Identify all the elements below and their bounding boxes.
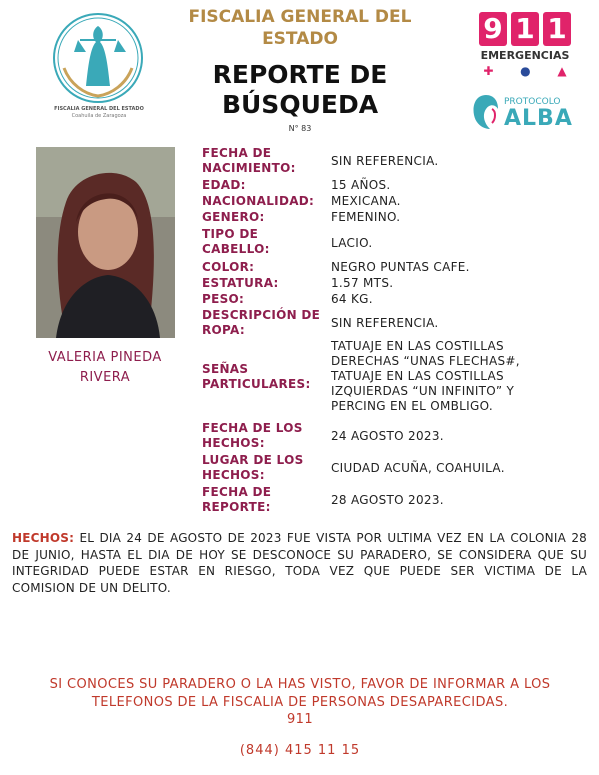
field-value-height: 1.57 MTS. bbox=[331, 276, 394, 290]
protocolo-alba-logo bbox=[470, 93, 580, 133]
field-value-event-place: CIUDAD ACUÑA, COAHUILA. bbox=[331, 461, 505, 475]
digit-9-box: 9 bbox=[479, 12, 507, 46]
field-value-birthdate: SIN REFERENCIA. bbox=[331, 154, 439, 168]
field-label-distinctive-marks: SEÑAS PARTICULARES: bbox=[202, 362, 311, 391]
fiscalia-logo bbox=[40, 8, 170, 128]
missing-person-photo bbox=[36, 147, 175, 338]
report-title-line-1: REPORTE DE bbox=[212, 60, 388, 89]
field-label-gender: GENERO: bbox=[202, 210, 265, 224]
organization-line-2: ESTADO bbox=[262, 29, 338, 49]
field-value-event-date: 24 AGOSTO 2023. bbox=[331, 429, 444, 443]
emergency-label: EMERGENCIAS bbox=[480, 49, 570, 62]
report-title-line-2: BÚSQUEDA bbox=[221, 90, 379, 119]
organization-name bbox=[170, 6, 430, 50]
medical-cross-icon: ✚ bbox=[483, 64, 494, 78]
field-label-report-date: FECHA DE REPORTE: bbox=[202, 485, 272, 514]
field-label-nationality: NACIONALIDAD: bbox=[202, 194, 315, 208]
woman-profile-icon bbox=[470, 93, 502, 131]
contact-phone: (844) 415 11 15 bbox=[239, 743, 361, 758]
field-label-color: COLOR: bbox=[202, 260, 255, 274]
field-label-weight: PESO: bbox=[202, 292, 245, 306]
digit-1b-box: 1 bbox=[543, 12, 571, 46]
field-value-weight: 64 KG. bbox=[331, 292, 373, 306]
field-value-distinctive-marks: TATUAJE EN LAS COSTILLAS DERECHAS “UNAS FLECHAS#, TATUAJE EN LAS COSTILLAS IZQUIERDAS “UN INFINITO” Y PERCING EN EL OMBLIGO. bbox=[331, 339, 520, 413]
fiscalia-logo-caption: FISCALIA GENERAL DEL ESTADO bbox=[54, 106, 144, 112]
field-value-nationality: MEXICANA. bbox=[331, 194, 401, 208]
organization-line-1: FISCALIA GENERAL DEL bbox=[188, 7, 412, 27]
field-label-event-date: FECHA DE LOS HECHOS: bbox=[202, 421, 303, 450]
field-value-report-date: 28 AGOSTO 2023. bbox=[331, 493, 444, 507]
protocol-name-label: ALBA bbox=[504, 106, 573, 131]
person-name-line-1: VALERIA PINEDA bbox=[48, 350, 162, 365]
digit-1-box: 1 bbox=[511, 12, 539, 46]
field-label-birthdate: FECHA DE NACIMIENTO: bbox=[202, 146, 296, 175]
field-label-clothing: DESCRIPCIÓN DE ROPA: bbox=[202, 308, 321, 337]
emergency-911-logo bbox=[470, 12, 580, 87]
protocol-small-label: PROTOCOLO bbox=[504, 97, 561, 107]
field-label-height: ESTATURA: bbox=[202, 276, 279, 290]
field-value-clothing: SIN REFERENCIA. bbox=[331, 316, 439, 330]
facts-label: HECHOS: bbox=[12, 531, 75, 545]
fiscalia-logo-subcaption: Coahuila de Zaragoza bbox=[71, 113, 127, 119]
field-value-hair-type: LACIO. bbox=[331, 236, 373, 250]
facts-text: EL DIA 24 DE AGOSTO DE 2023 FUE VISTA POR ULTIMA VEZ EN LA COLONIA 28 DE JUNIO, HASTA EL DIA DE HOY SE DESCONOCE SU PARADERO, SE CONSIDERA QUE SU INTEGRIDAD PUEDE ESTAR EN RIESGO, TODA VEZ QUE PUEDE SER VICTIMA DE LA COMISION DE UN DELITO. bbox=[12, 531, 587, 595]
field-value-gender: FEMENINO. bbox=[331, 210, 401, 224]
contact-request-text: SI CONOCES SU PARADERO O LA HAS VISTO, FAVOR DE INFORMAR A LOS TELEFONOS DE LA FISCALIA DE PERSONAS DESAPARECIDAS. bbox=[49, 677, 551, 710]
field-value-age: 15 AÑOS. bbox=[331, 178, 391, 192]
emergency-number: 911 bbox=[286, 712, 313, 727]
report-number: N° 83 bbox=[288, 124, 312, 133]
police-cap-icon: ● bbox=[520, 64, 531, 78]
field-label-hair-type: TIPO DE CABELLO: bbox=[202, 227, 270, 256]
fire-icon: ▲ bbox=[557, 64, 567, 78]
person-name-line-2: RIVERA bbox=[79, 370, 131, 385]
facts-paragraph bbox=[12, 530, 587, 596]
field-label-event-place: LUGAR DE LOS HECHOS: bbox=[202, 453, 304, 482]
person-name bbox=[20, 348, 190, 388]
field-label-age: EDAD: bbox=[202, 178, 246, 192]
report-title bbox=[170, 60, 430, 120]
field-value-color: NEGRO PUNTAS CAFE. bbox=[331, 260, 470, 274]
